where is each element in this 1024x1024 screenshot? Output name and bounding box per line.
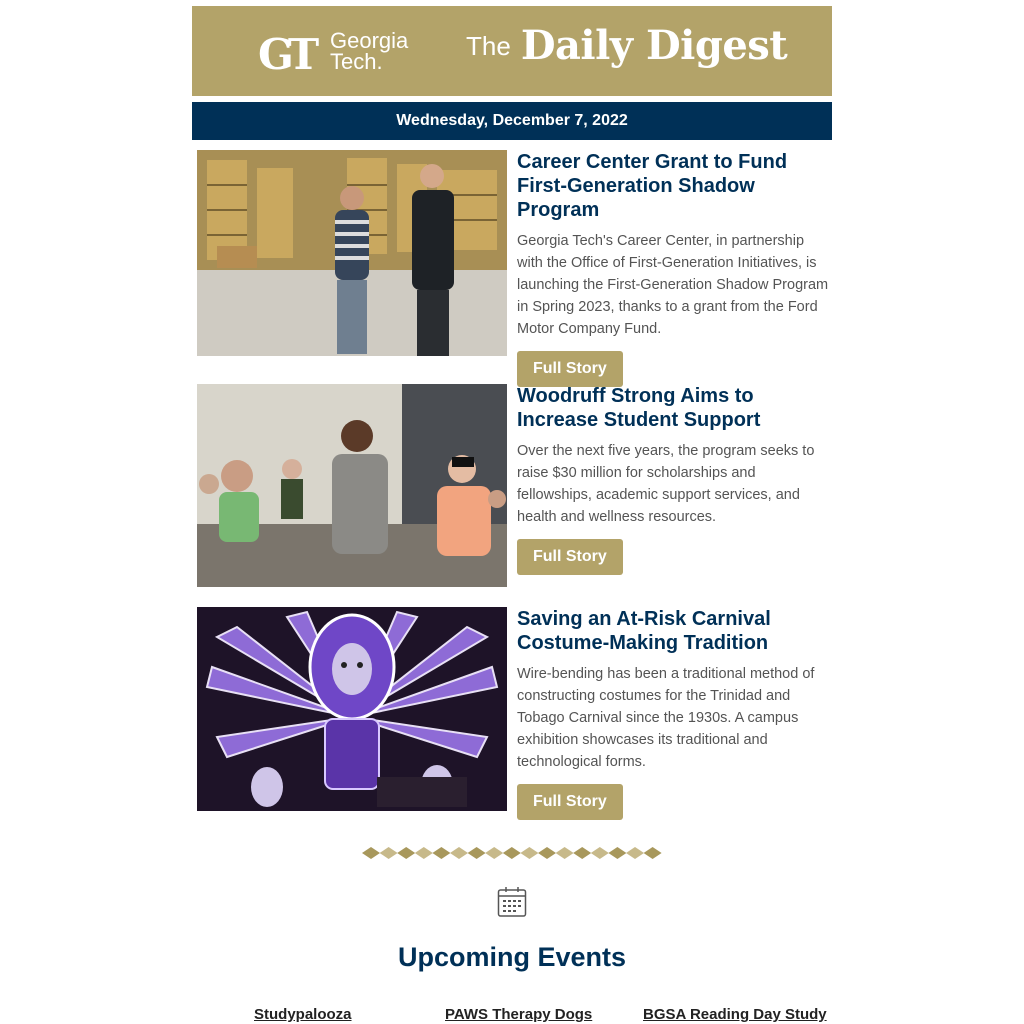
story-card bbox=[197, 384, 827, 590]
story-content bbox=[517, 150, 829, 387]
full-story-button[interactable]: Full Story bbox=[517, 784, 623, 820]
story-title[interactable]: Career Center Grant to Fund First-Generation Shadow Program bbox=[517, 151, 788, 221]
header-banner bbox=[192, 6, 832, 96]
georgia-tech-logo[interactable] bbox=[258, 28, 418, 79]
title-prefix: The bbox=[466, 31, 511, 61]
story-summary: Georgia Tech's Career Center, in partnership with the Office of First-Generation Initiatives, is launching the First-Generation Shadow Program in Spring 2023, thanks to a grant from the Ford Motor Company Fund. bbox=[517, 233, 829, 337]
full-story-button[interactable]: Full Story bbox=[517, 351, 623, 387]
story-image-career-center[interactable] bbox=[197, 150, 507, 356]
gt-monogram: GT bbox=[258, 30, 314, 79]
events-heading: Upcoming Events bbox=[397, 942, 627, 972]
story-card bbox=[197, 150, 829, 377]
story-content bbox=[517, 607, 829, 820]
story-summary: Over the next five years, the program seeks to raise $30 million for scholarships and fellowships, academic support services, and health and wellness resources. bbox=[517, 443, 815, 525]
event-link[interactable]: Studypalooza bbox=[254, 1006, 352, 1023]
event-link[interactable]: BGSA Reading Day Study bbox=[643, 1006, 827, 1023]
story-title[interactable]: Saving an At-Risk Carnival Costume-Making Tradition bbox=[517, 608, 771, 654]
story-image-carnival-costume[interactable] bbox=[197, 607, 507, 811]
full-story-button[interactable]: Full Story bbox=[517, 539, 623, 575]
newsletter bbox=[192, 6, 832, 1023]
calendar-icon bbox=[497, 886, 527, 918]
newsletter-title bbox=[466, 22, 787, 69]
diamond-divider bbox=[362, 846, 662, 860]
story-title[interactable]: Woodruff Strong Aims to Increase Student Support bbox=[517, 385, 761, 431]
title-main: Daily Digest bbox=[520, 22, 788, 69]
logo-line-1: Georgia bbox=[330, 28, 409, 53]
event-link[interactable]: PAWS Therapy Dogs bbox=[445, 1006, 593, 1023]
date-bar: Wednesday, December 7, 2022 bbox=[192, 102, 832, 140]
logo-line-2: Tech. bbox=[330, 49, 383, 74]
story-card bbox=[197, 607, 827, 813]
story-summary: Wire-bending has been a traditional method of constructing costumes for the Trinidad and Tobago Carnival since the 1930s. A campus exhibition showcases its traditional and technological forms. bbox=[517, 666, 815, 770]
story-image-woodruff-strong[interactable] bbox=[197, 384, 507, 587]
story-content bbox=[517, 384, 829, 575]
logo-wordmark bbox=[330, 30, 408, 72]
